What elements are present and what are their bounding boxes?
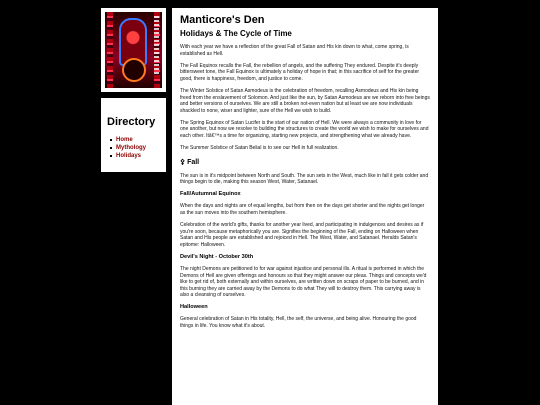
directory-list (107, 136, 160, 160)
directory-title: Directory (107, 116, 156, 128)
nav-link-holidays[interactable]: Holidays (116, 152, 160, 160)
devils-night-heading: Devil's Night - October 30th (180, 253, 254, 260)
nav-link-home[interactable]: Home (116, 136, 160, 144)
intro-paragraph: The Fall Equinox recalls the Fall, the rebellion of angels, and the suffering They endured. Despite it's deeply bittersweet tone, the Fall Equinox is ultimately a holiday of hope in that; in this sacrifice of self for the greater good, there is happiness, freedom, and justice to come. (180, 62, 420, 82)
intro-paragraph: The Summer Solstice of Satan Belial is to see our Hell in full realization. (180, 145, 339, 152)
nav-link-mythology[interactable]: Mythology (116, 144, 160, 152)
logo[interactable] (101, 8, 166, 92)
fall-intro: The sun is in it's midpoint between North and South. The sun sets in the West, much like in fall it gets colder and things begin to die, making this season West, Water, Satanael. (180, 172, 429, 186)
logo-side-text (154, 16, 159, 76)
directory-panel (101, 98, 166, 172)
page-title: Holidays & The Cycle of Time (180, 29, 292, 38)
equinox-paragraph: Celebration of the world's gifts, thanks for another year lived, and participating in indulgences and desires as if you're soon, because metaphorically you are. Signifies the beginning of the Fall, ending on Halloween when Satan and His people are established and rejoiced in Hell. The West, Water, and Satanael. Heralds Satan's epitome: Halloween. (180, 222, 424, 248)
equinox-paragraph: When the days and nights are of equal lengths, but from then on the days get shorter and the nights get longer as the sun moves into the southern hemisphere. (180, 203, 425, 216)
main-content (172, 8, 438, 405)
sidebar (101, 8, 166, 172)
logo-circle (122, 58, 146, 82)
halloween-heading: Halloween (180, 304, 208, 311)
devils-night-paragraph: The night Demons are petitioned to for war against injustice and personal ills. A ritual is performed in which the Demons of Hell are given offerings and honours so that they might answer our pleas. Things and concepts we'd like to get rid of, both externally and within ourselves, are written down on scraps of paper to be burned, and in this burning they are carried away by the Demons to do what They will to destroy them. This carrying away is also a cleansing of ourselves. (180, 265, 427, 299)
intro-paragraph: With each year we have a reflection of the great Fall of Satan and His kin down to what, come spring, is established as Hell. (180, 44, 409, 57)
equinox-heading: Fall/Autumnal Equinox (180, 191, 241, 198)
halloween-paragraph: General celebration of Satan in His totality, Hell, the self, the universe, and being alive. Honouring the good things in life. You know what it's about. (180, 316, 417, 330)
logo-stripe (107, 12, 113, 88)
intro-paragraph: The Spring Equinox of Satan Lucifer is the start of our nation of Hell. We were always a community in love for one another, but now we resolve to building the structures to create the world we wish to make for ourselves and each other. Itâ€™s a time for organizing, starting new projects, and strengthening what we already have. (180, 119, 429, 140)
site-title: Manticore's Den (180, 14, 265, 26)
intro-paragraph: The Winter Solstice of Satan Asmodeus is the celebration of freedom, recalling Asmodeus and His kin being freed from the enslavement of Solomon. And just like the sun, by Satan Asmodeus are we reborn into free beings and better versions of ourselves. We are still a broken not-even nation but at least we are now individuals shackled to none, wiser and lighter, sure of the Hell we wish to build. (180, 87, 430, 114)
fall-heading: ⚴ Fall (180, 158, 200, 166)
manticore-logo-image (105, 12, 162, 88)
